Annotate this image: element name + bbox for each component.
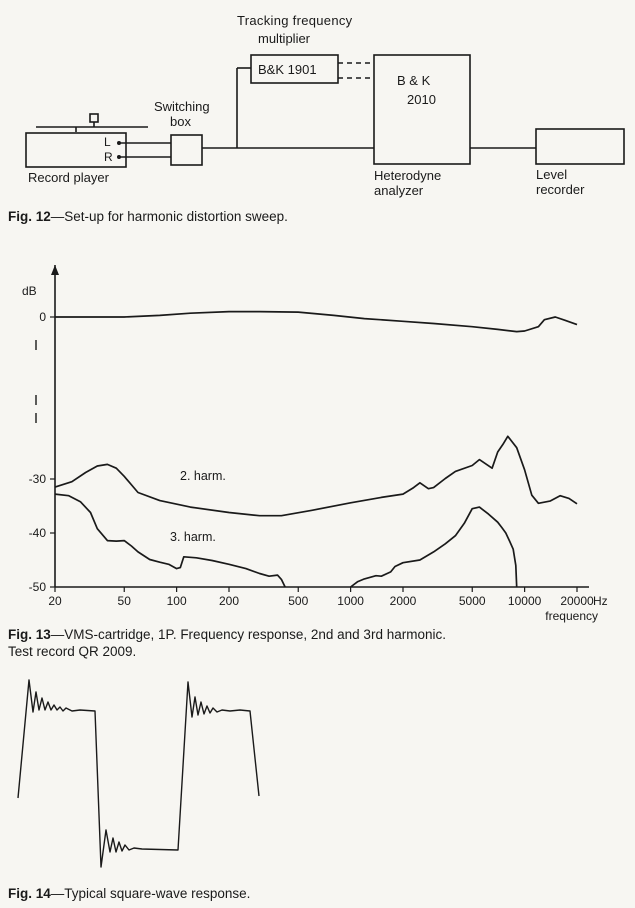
series-line-1 [55, 436, 577, 515]
x-tick-label: 20000 [560, 594, 594, 608]
record-player-label: Record player [28, 170, 109, 185]
fig13-caption [8, 626, 628, 660]
tracking-multiplier-label-2: multiplier [258, 31, 311, 46]
y-axis-arrow [51, 265, 59, 275]
level-recorder-label-2: recorder [536, 182, 585, 197]
x-tick-label: 50 [117, 594, 131, 608]
series-label-1: 2. harm. [180, 469, 226, 484]
bk1901-label: B&K 1901 [258, 62, 317, 77]
terminal-L [117, 141, 121, 145]
fig13-chart [0, 255, 635, 627]
y-tick-label: -40 [28, 526, 46, 540]
channel-R-label: R [104, 150, 113, 164]
channel-L-label: L [104, 135, 111, 149]
y-tick-label: 0 [39, 310, 46, 324]
fig13-caption-line2: Test record QR 2009. [8, 644, 137, 659]
x-axis-label: frequency [545, 609, 598, 623]
series-label-2: 3. harm. [170, 530, 216, 545]
switching-box-label: Switching [154, 99, 210, 114]
bk2010-box [374, 55, 470, 164]
heterodyne-label: Heterodyne [374, 168, 442, 183]
x-tick-label: 500 [288, 594, 309, 608]
x-tick-label: 100 [166, 594, 187, 608]
square-wave-trace [18, 680, 259, 867]
x-tick-label: 200 [218, 594, 240, 608]
x-unit-label: Hz [593, 594, 608, 608]
x-tick-label: 5000 [458, 594, 486, 608]
fig14-square-wave [0, 670, 635, 875]
y-tick-label: -50 [28, 580, 46, 594]
y-axis-label: dB [22, 284, 37, 298]
fig13-caption-text: —VMS-cartridge, 1P. Frequency response, 2nd and 3rd harmonic. [50, 627, 446, 642]
fig12-caption-number: Fig. 12 [8, 209, 51, 224]
heterodyne-label-2: analyzer [374, 183, 424, 198]
tracking-multiplier-label: Tracking frequency [237, 13, 353, 28]
fig13-caption-number: Fig. 13 [8, 627, 51, 642]
x-tick-label: 1000 [337, 594, 364, 608]
fig14-caption-text: —Typical square-wave response. [50, 886, 251, 901]
bk2010-label: B & K [397, 73, 431, 88]
series-line-3 [351, 507, 517, 587]
switching-box-label-2: box [170, 114, 191, 129]
level-recorder-label: Level [536, 167, 568, 182]
fig12-caption [8, 208, 628, 225]
fig12-caption-text: —Set-up for harmonic distortion sweep. [50, 209, 288, 224]
x-tick-label: 10000 [507, 594, 542, 608]
series-line-0 [55, 312, 577, 332]
fig14-caption [8, 885, 628, 902]
x-tick-label: 20 [48, 594, 62, 608]
y-tick-label: -30 [28, 472, 46, 486]
switching-box [171, 135, 202, 165]
tonearm-head [90, 114, 98, 122]
x-tick-label: 2000 [389, 594, 417, 608]
bk2010-label-2: 2010 [407, 92, 436, 107]
fig14-caption-number: Fig. 14 [8, 886, 51, 901]
terminal-R [117, 155, 121, 159]
level-recorder-box [536, 129, 624, 164]
